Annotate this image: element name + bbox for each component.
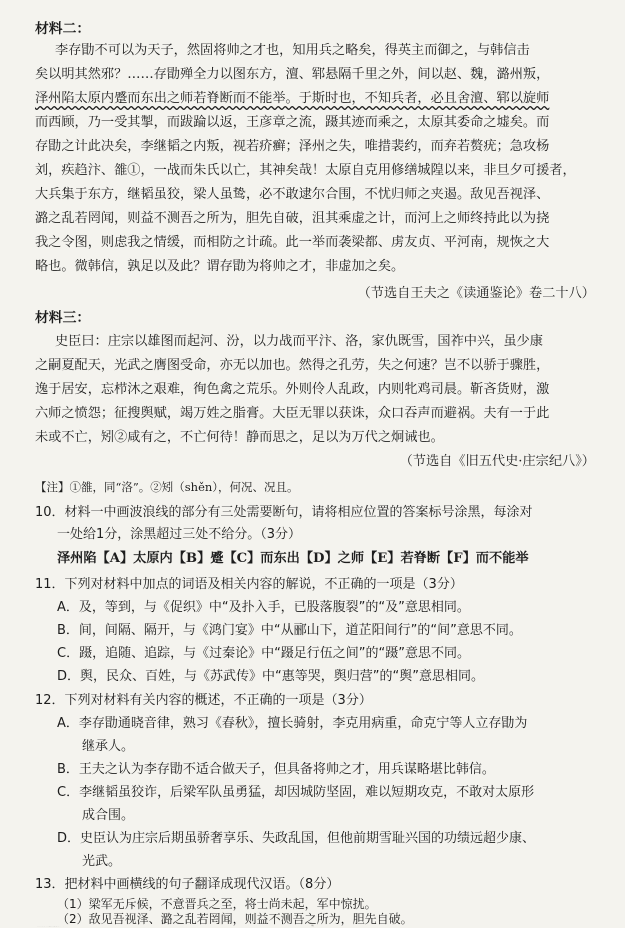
q14-stem: 14．请结合材料，分析庄宗“得之孔劳，失之何速”的原因。（4分）	[35, 926, 65, 927]
q11-option-c: C．蹑，追随、追踪，与《过秦论》中“蹑足行伍之间”的“蹑”意思不同。	[57, 646, 471, 661]
material3-line-2: 之嗣夏配天，光武之膺图受命，亦无以加也。然得之孔劳，失之何速？岂不以骄于骤胜，	[35, 358, 550, 373]
material3-heading: 材料三：	[35, 310, 91, 326]
footnote: 【注】①雒，同“洛”。②矧（shěn），何况、况且。	[35, 480, 299, 494]
q13-item-1: （1）梁军无斥候，不意晋兵之至，将士尚未起，军中惊扰。	[57, 897, 377, 911]
material2-line-9: 我之令图，则虑我之情缓，而相防之计疏。此一举而袭梁都、虏友贞、平河南，规恢之大	[35, 235, 550, 250]
q13-item-2: （2）敌见吾视泽、潞之乱若罔闻，则益不测吾之所为，胆先自破。	[57, 912, 413, 926]
material2-line-6: 刘，疾趋汴、雒①，一战而朱氏以亡，其神矣哉！太原自克用修缮城隍以来，非旦夕可援者，	[35, 163, 576, 178]
q12-stem: 12．下列对材料有关内容的概述，不正确的一项是（3分）	[35, 693, 372, 708]
material3-source: （节选自《旧五代史·庄宗纪八》）	[399, 454, 595, 469]
q13-stem: 13．把材料中画横线的句子翻译成现代汉语。（8分）	[35, 877, 340, 892]
material2-line-3: 泽州陷太原内蹙而东出之师若脊断而不能举。于斯时也，不知兵者，必且舍澶、郓以旋师	[35, 91, 550, 106]
q11-option-b: B．间，间隔、隔开，与《鸿门宴》中“从郦山下，道芷阳间行”的“间”意思不同。	[57, 623, 522, 638]
material2-line-5: 存勖之计此决矣，李继韬之内叛，视若疥癣；泽州之失，唯措裴约，而弃若赘疣；急攻杨	[35, 139, 550, 154]
q12-option-d-cont: 光武。	[82, 854, 122, 869]
q10-stem-line2: 一处给1分，涂黑超过三处不给分。（3分）	[57, 527, 302, 542]
material2-line-8: 潞之乱若罔闻，则益不测吾之所为，胆先自破，沮其乘虚之计，而河上之师终持此以为挠	[35, 211, 550, 226]
material2-line-10: 略也。微韩信，孰足以及此？谓存勖为将帅之才，非虚加之矣。	[35, 259, 405, 274]
q11-option-d: D．舆，民众、百姓，与《苏武传》中“惠等哭，舆归营”的“舆”意思相同。	[57, 669, 484, 684]
q11-option-a: A．及，等到，与《促织》中“及扑入手，已股落腹裂”的“及”意思相同。	[57, 600, 470, 615]
q12-option-a: A．李存勖通晓音律，熟习《春秋》，擅长骑射，李克用病重，命克宁等人立存勖为	[57, 716, 528, 731]
material2-line-1: 李存勖不可以为天子，然固将帅之才也，知用兵之略矣，得英主而御之，与韩信击	[55, 43, 530, 58]
material3-line-4: 六师之愤怨；征搜舆赋，竭万姓之脂膏。大臣无罪以获诛，众口吞声而避祸。夫有一于此	[35, 406, 550, 421]
q10-segments: 泽州陷【A】太原内【B】蹙【C】而东出【D】之师【E】若脊断【F】而不能举	[57, 551, 529, 566]
material2-heading: 材料二：	[35, 21, 91, 37]
page-footer-subject: 语文	[311, 926, 314, 927]
material3-line-5: 未或不亡，矧②咸有之，不亡何待！静而思之，足以为万代之炯诫也。	[35, 430, 444, 445]
q12-option-d: D．史臣认为庄宗后期虽骄奢享乐、失政乱国，但他前期雪耻兴国的功绩远超少康、	[57, 831, 536, 846]
material2-line-7: 大兵集于东方，继韬虽狡，梁人虽鸷，必不敢逮尔合围，不忧归师之夹遏。敌见吾视泽、	[35, 187, 550, 202]
q12-option-c: C．李继韬虽狡诈，后梁军队虽勇猛，却因城防坚固，难以短期攻克，不敢对太原形	[57, 785, 535, 800]
q12-option-a-cont: 继承人。	[82, 739, 135, 754]
material2-line-4: 而西顾，乃一受其掣，而跋踚以返，王彦章之流，蹑其迹而乘之，太原其委命之墟矣。而	[35, 115, 550, 130]
material3-line-1: 史臣曰：庄宗以雄图而起河、汾，以力战而平汴、洛，家仇既雪，国祚中兴，虽少康	[55, 334, 543, 349]
material3-line-3: 逸于居安，忘栉沐之艰难，徇色禽之荒乐。外则伶人乱政，内则牝鸡司晨。靳吝货财，激	[35, 382, 550, 397]
material2-line-2: 矣以明其然邪？……存勖殚全力以图东方，澶、郓悬隔千里之外，间以赵、魏，潞州叛，	[35, 67, 550, 82]
q11-stem: 11．下列对材料中加点的词语及相关内容的解说，不正确的一项是（3分）	[35, 577, 463, 592]
q10-stem-line1: 10．材料一中画波浪线的部分有三处需要断句，请将相应位置的答案标号涂黑，每涂对	[35, 505, 533, 520]
q12-option-c-cont: 成合围。	[82, 808, 135, 823]
material2-source: （节选自王夫之《读通鉴论》卷二十八）	[357, 286, 595, 301]
q12-option-b: B．王夫之认为李存勖不适合做天子，但具备将帅之才，用兵谋略堪比韩信。	[57, 762, 495, 777]
